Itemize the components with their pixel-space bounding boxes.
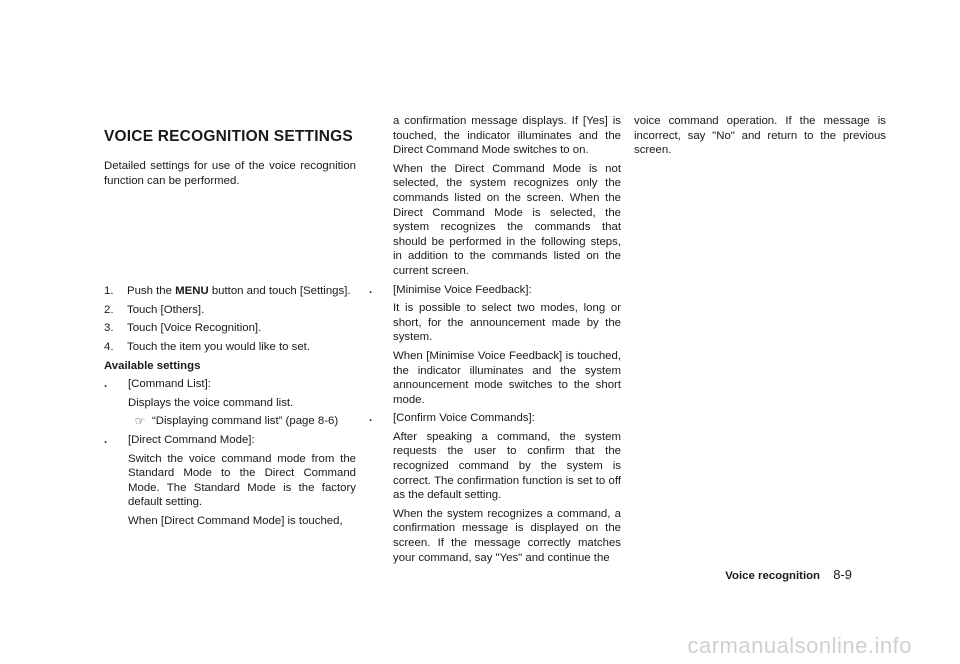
bullet-label: [Minimise Voice Feedback]: [393, 283, 532, 296]
footer-section-title: Voice recognition [725, 570, 821, 582]
step-number: 2. [104, 303, 114, 316]
direct-mode-p2a: When [Direct Command Mode] is touched, [128, 514, 343, 527]
cross-reference-text: “Displaying command list” (page 8-6) [152, 415, 339, 428]
section-heading: VOICE RECOGNITION SETTINGS [104, 128, 353, 145]
bullet-marker: . [104, 433, 108, 446]
column-1 [104, 159, 356, 533]
step-number: 4. [104, 340, 114, 353]
command-list-desc: Displays the voice command list. [128, 396, 294, 409]
step-item [104, 303, 356, 318]
bullet-marker: . [369, 412, 373, 425]
step-number: 1. [104, 285, 114, 298]
step-text: Touch the item you would like to set. [127, 340, 310, 353]
bullet-confirm [369, 411, 621, 426]
step-text: Touch [Voice Recognition]. [127, 322, 262, 335]
bullet-label: [Confirm Voice Commands]: [393, 412, 535, 425]
menu-button-label: MENU [175, 285, 209, 298]
direct-mode-p3: When the Direct Command Mode is not selected, the system recognizes only the commands listed on the screen. When the Direct Command Mode is selected, the system recognizes the commands that should be performed in the following steps, in addition to the commands listed on the current screen. [393, 162, 621, 277]
page-number: 8-9 [833, 567, 852, 582]
column-3 [634, 114, 886, 162]
step-text: Touch [Others]. [127, 303, 205, 316]
step-item [104, 321, 356, 336]
page-footer [725, 568, 852, 584]
confirm-p2b: voice command operation. If the message is incorrect, say "No" and return to the previous screen. [634, 115, 886, 157]
step-text-pre: Push the [127, 285, 176, 298]
bullet-direct-mode [104, 433, 356, 448]
bullet-command-list [104, 377, 356, 392]
figure-space [104, 192, 356, 284]
column-2 [369, 114, 621, 569]
step-item [104, 284, 356, 299]
bullet-marker: . [369, 283, 373, 296]
minimise-p2: When [Minimise Voice Feedback] is touched, the indicator illuminates and the system announcement mode switches to the short mode. [393, 349, 621, 406]
bullet-label: [Command List]: [128, 378, 211, 391]
step-text [127, 284, 356, 299]
step-text-post: button and touch [Settings]. [208, 285, 351, 298]
cross-reference [104, 414, 356, 429]
steps-list [104, 284, 356, 354]
bullet-marker: . [104, 378, 108, 391]
bullet-minimise [369, 283, 621, 298]
intro-paragraph: Detailed settings for use of the voice recognition function can be performed. [104, 160, 356, 187]
confirm-p2a: When the system recognizes a command, a confirmation message is displayed on the screen. If the message correctly matches your command, say "Yes" and continue the [393, 507, 621, 564]
confirm-p1: After speaking a command, the system requests the user to confirm that the recognized command by the system is correct. The confirmation function is set to off as the default setting. [393, 430, 621, 502]
watermark: carmanualsonline.info [687, 633, 912, 659]
direct-mode-p1: Switch the voice command mode from the Standard Mode to the Direct Command Mode. The Standard Mode is the factory default setting. [128, 452, 356, 509]
bullet-label: [Direct Command Mode]: [128, 433, 255, 446]
available-settings-heading: Available settings [104, 359, 201, 372]
minimise-p1: It is possible to select two modes, long or short, for the announcement made by the system. [393, 302, 621, 344]
step-number: 3. [104, 322, 114, 335]
reference-hand-icon: ☞ [134, 414, 146, 429]
step-item [104, 340, 356, 355]
direct-mode-p2b: a confirmation message displays. If [Yes] is touched, the indicator illuminates and the Direct Command Mode switches to on. [393, 115, 621, 157]
